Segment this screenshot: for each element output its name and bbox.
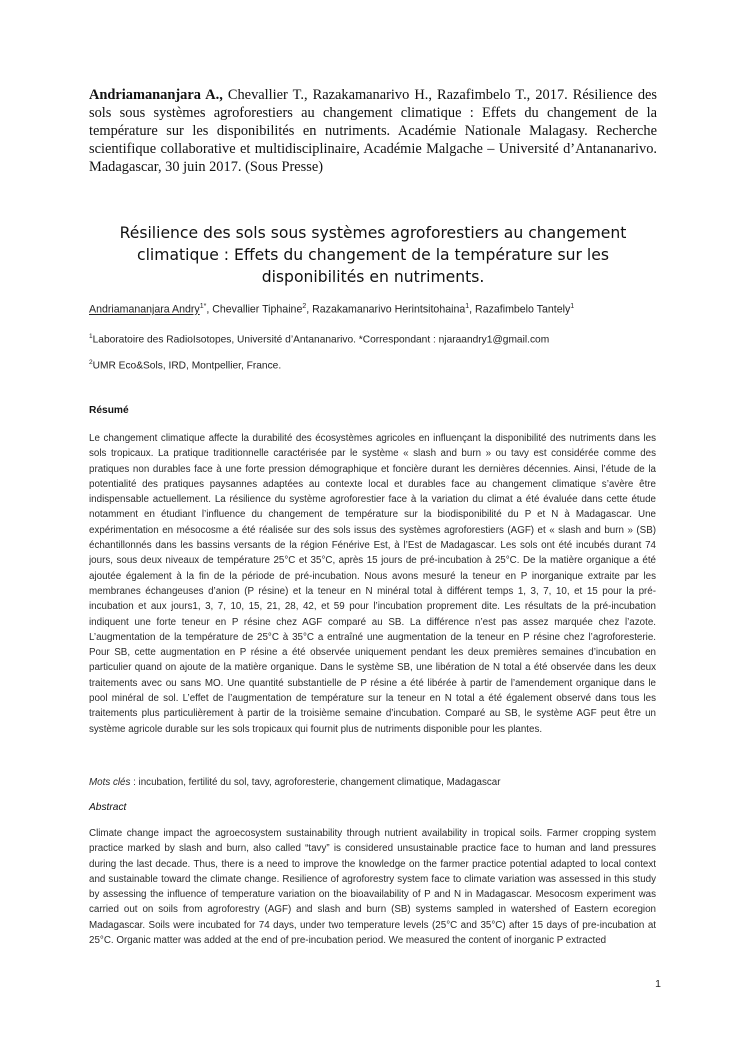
- affiliation-marker: 2: [89, 359, 93, 366]
- keywords-label: Mots clés: [89, 777, 131, 788]
- author-list: [89, 300, 669, 317]
- abstract-heading: Abstract: [89, 802, 127, 813]
- author-name: Chevallier Tiphaine: [212, 303, 303, 316]
- author-name: Andriamananjara Andry: [89, 303, 200, 316]
- affiliation-text: Laboratoire des RadioIsotopes, Université d’Antananarivo. *Correspondant : njaraandry1@gmail.com: [92, 334, 550, 346]
- author-affiliation-marker: 1: [570, 303, 575, 310]
- page-number: 1: [655, 978, 661, 990]
- affiliation-marker: 1: [89, 333, 93, 340]
- author-affiliation-marker: 1*: [199, 303, 207, 310]
- abstract-paragraph: Climate change impact the agroecosystem sustainability through nutrient availability in tropical soils. Farmer cropping system practice marked by slash and burn, also called “tavy” is considered unsustainable practice face to human and land pressures during the last decade. Thus, there is a need to improve the knowledge on the farmer practice potential adapted to local context and sustainable toward the climate change. Resilience of agroforestry system face to climate variation was assessed in this study by assessing the influence of temperature variation on the bioavailability of P and N in Madagascar. Mesocosm experiment was carried out on soils from agroforestry (AGF) and slash and burn (SB) systems sampled in watershed of Eastern ecoregion Madagascar. Soils were incubated for 74 days, under two temperature levels (25°C and 35°C) after 15 days of pre-incubation at 25°C. Organic matter was added at the end of pre-incubation period. We measured the content of inorganic P extracted: [89, 828, 656, 947]
- affiliation-1: [89, 330, 659, 347]
- affiliation-text: UMR Eco&Sols, IRD, Montpellier, France.: [92, 360, 282, 372]
- author-separator: ,: [306, 303, 313, 316]
- citation-lead-author: Andriamananjara A.,: [89, 87, 223, 103]
- author-name: Razafimbelo Tantely: [475, 303, 571, 316]
- citation-block: [89, 86, 657, 176]
- citation-text: Chevallier T., Razakamanarivo H., Razafimbelo T., 2017. Résilience des sols sous systèmes agroforestiers au changement climatique : Effets du changement de la température sur les disponibilités en nutriments. Académie Nationale Malagasy. Recherche scientifique collaborative et multidisciplinaire, Académie Malgache – Université d’Antananarivo. Madagascar, 30 juin 2017. (Sous Presse): [89, 87, 657, 175]
- author-separator: ,: [469, 303, 476, 316]
- author-name: Razakamanarivo Herintsitohaina: [312, 303, 466, 316]
- keywords-text: : incubation, fertilité du sol, tavy, agroforesterie, changement climatique, Madagascar: [130, 777, 501, 788]
- author-affiliation-marker: 1: [465, 303, 470, 310]
- author-affiliation-marker: 2: [302, 303, 307, 310]
- keywords-line: [89, 775, 656, 790]
- paper-title: Résilience des sols sous systèmes agroforestiers au changement climatique : Effets du changement de la température sur les disponibilités en nutriments.: [119, 224, 627, 286]
- affiliation-2: [89, 356, 659, 373]
- resume-heading: Résumé: [89, 405, 129, 416]
- resume-paragraph: Le changement climatique affecte la durabilité des écosystèmes agricoles en influençant la disponibilité des nutriments dans les sols tropicaux. La pratique traditionnelle caractérisée par le système « slash and burn » ou tavy est considérée comme des pratiques non durables face à une forte pression démographique et foncière durant les dernières décennies. Ainsi, l’étude de la potentialité des pratiques paysannes adaptées au contexte local et durables face au changement climatique s’avère être indispensable actuellement. La résilience du système agroforestier face à la variation du climat a été évaluée dans cette étude notamment en étudiant l’influence du changement de température sur la biodisponibilité du P et N à Madagascar. Une expérimentation en mésocosme a été réalisée sur des sols issus des systèmes agroforestiers (AGF) et « slash and burn » (SB) échantillonnés dans les bassins versants de la région Fénérive Est, à l’Est de Madagascar. Les sols ont été incubés durant 74 jours, sous deux niveaux de température 25°C et 35°C, après 15 jours de pré-incubation à 25°C. De la matière organique a été ajoutée également à la fin de la période de pré-incubation. Nous avons mesuré la teneur en P inorganique extraite par les membranes échangeuses d’anion (P résine) et la teneur en N minéral total à différent temps 1, 3, 7, 10, et 15 pour la pré-incubation et aux jours1, 3, 7, 10, 15, 21, 28, 42, et 59 pour l’incubation proprement dite. Les résultats de la pré-incubation indiquent une forte teneur en P résine chez AGF comparé au SB. La différence n’est pas assez marquée chez l’azote. L’augmentation de la température de 25°C à 35°C a entraîné une augmentation de la teneur en P résine chez l’agroforesterie. Pour SB, cette augmentation en P résine a été observée uniquement pendant les deux premières semaines d’incubation en particulier quand on ajoute de la matière organique. Dans le système SB, une libération de N total a été observée dans les deux traitements avec ou sans MO. Une quantité substantielle de P résine a été libérée à partir de l’amendement organique dans le pool minéral de sol. L’effet de l’augmentation de température sur la teneur en N total a été également observé dans tous les traitements plus particulièrement à partir de la troisième semaine d’incubation. Comparé au SB, le système AGF peut être un système agricole durable sur les sols tropicaux qui fournit plus de nutriments disponible pour les plantes.: [89, 433, 656, 735]
- author-separator: ,: [206, 303, 213, 316]
